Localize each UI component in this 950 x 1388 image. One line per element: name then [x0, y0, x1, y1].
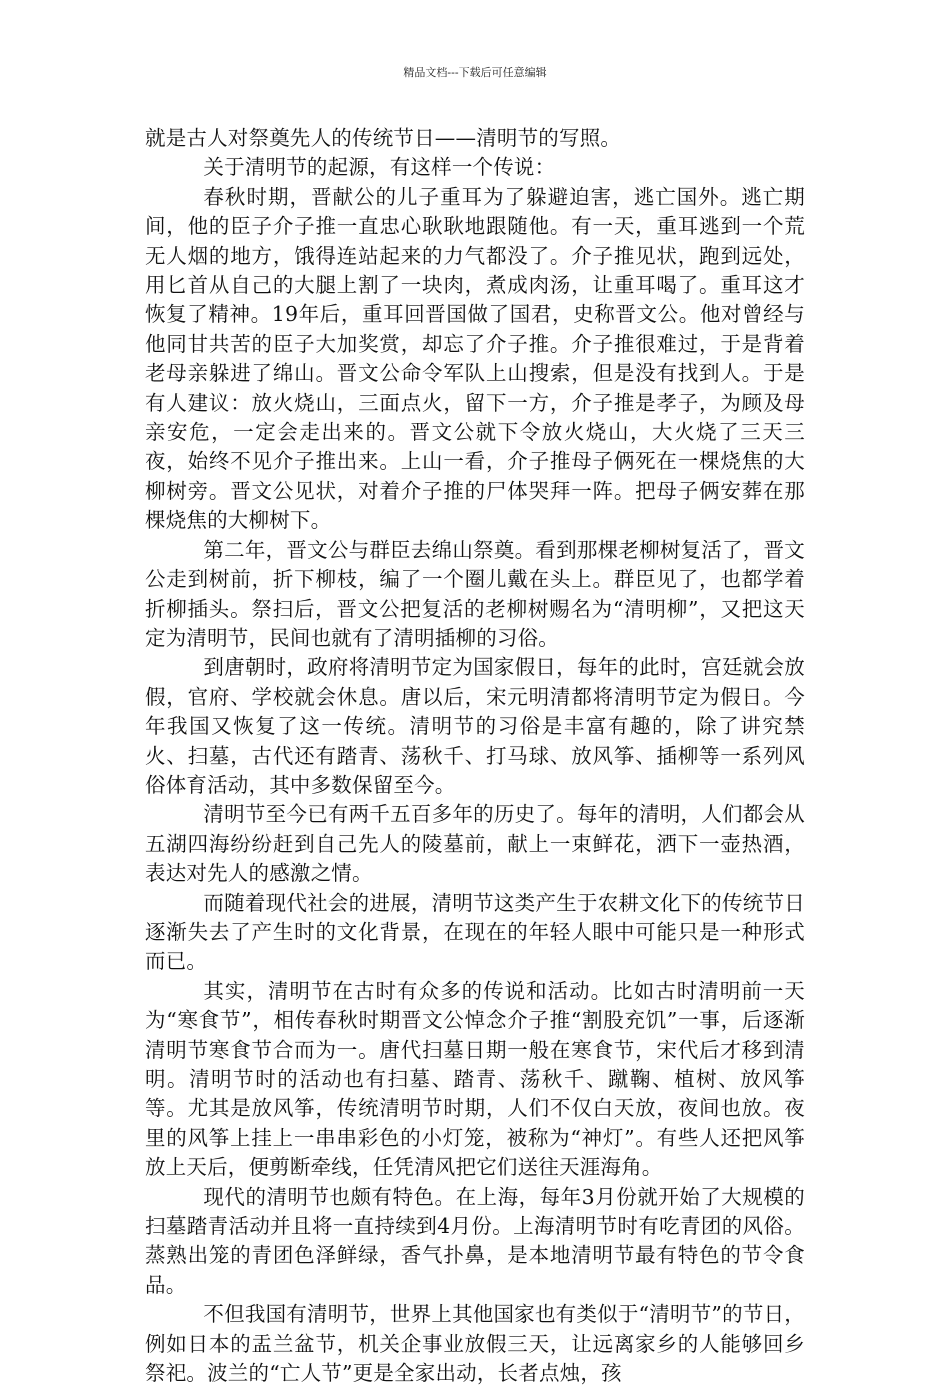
document-body	[145, 124, 805, 1388]
paragraph-shanghai: 现代的清明节也颇有特色。在上海，每年3月份就开始了大规模的扫墓踏青活动并且将一直持续到4月份。上海清明节时有吃青团的风俗。蒸熟出笼的青团色泽鲜绿，香气扑鼻，是本地清明节最有特色的节令食品。	[145, 1184, 805, 1297]
paragraph-modern-society: 而随着现代社会的进展，清明节这类产生于农耕文化下的传统节日逐渐失去了产生时的文化背景，在现在的年轻人眼中可能只是一种形式而已。	[145, 890, 805, 974]
paragraph-history: 清明节至今已有两千五百多年的历史了。每年的清明，人们都会从五湖四海纷纷赶到自己先人的陵墓前，献上一束鲜花，洒下一壶热酒，表达对先人的感激之情。	[145, 802, 805, 886]
paragraph-ancient-customs: 其实，清明节在古时有众多的传说和活动。比如古时清明前一天为“寒食节”，相传春秋时期晋文公悼念介子推“割股充饥”一事，后逐渐清明节寒食节合而为一。唐代扫墓日期一般在寒食节，宋代后才移到清明。清明节时的活动也有扫墓、踏青、荡秋千、蹴鞠、植树、放风筝等。尤其是放风筝，传统清明节时期，人们不仅白天放，夜间也放。夜里的风筝上挂上一串串彩色的小灯笼，被称为“神灯”。有些人还把风筝放上天后，便剪断牵线，任凭清风把它们送往天涯海角。	[145, 978, 805, 1180]
paragraph-tang-dynasty: 到唐朝时，政府将清明节定为国家假日，每年的此时，宫廷就会放假，官府、学校就会休息。唐以后，宋元明清都将清明节定为假日。今年我国又恢复了这一传统。清明节的习俗是丰富有趣的，除了讲究禁火、扫墓，古代还有踏青、荡秋千、打马球、放风筝、插柳等一系列风俗体育活动，其中多数保留至今。	[145, 655, 805, 797]
paragraph-legend: 春秋时期，晋献公的儿子重耳为了躲避迫害，逃亡国外。逃亡期间，他的臣子介子推一直忠心耿耿地跟随他。有一天，重耳逃到一个荒无人烟的地方，饿得连站起来的力气都没了。介子推见状，跑到远处，用匕首从自己的大腿上割了一块肉，煮成肉汤，让重耳喝了。重耳这才恢复了精神。19年后，重耳回晋国做了国君，史称晋文公。他对曾经与他同甘共苦的臣子大加奖赏，却忘了介子推。介子推很难过，于是背着老母亲躲进了绵山。晋文公命令军队上山搜索，但是没有找到人。于是有人建议：放火烧山，三面点火，留下一方，介子推是孝子，为顾及母亲安危，一定会走出来的。晋文公就下令放火烧山，大火烧了三天三夜，始终不见介子推出来。上山一看，介子推母子俩死在一棵烧焦的大柳树旁。晋文公见状，对着介子推的尸体哭拜一阵。把母子俩安葬在那棵烧焦的大柳树下。	[145, 184, 805, 533]
paragraph-willow: 第二年，晋文公与群臣去绵山祭奠。看到那棵老柳树复活了，晋文公走到树前，折下柳枝，编了一个圈儿戴在头上。群臣见了，也都学着折柳插头。祭扫后，晋文公把复活的老柳树赐名为“清明柳”，又把这天定为清明节，民间也就有了清明插柳的习俗。	[145, 537, 805, 650]
page-header: 精品文档---下载后可任意编辑	[403, 66, 547, 79]
paragraph-origin-intro: 关于清明节的起源，有这样一个传说：	[203, 155, 556, 180]
paragraph-other-countries: 不但我国有清明节，世界上其他国家也有类似于“清明节”的节日，例如日本的盂兰盆节，机关企事业放假三天，让远离家乡的人能够回乡祭祀。波兰的“亡人节”更是全家出动，长者点烛，孩	[145, 1302, 805, 1386]
paragraph-continuation: 就是古人对祭奠先人的传统节日——清明节的写照。	[145, 126, 622, 150]
